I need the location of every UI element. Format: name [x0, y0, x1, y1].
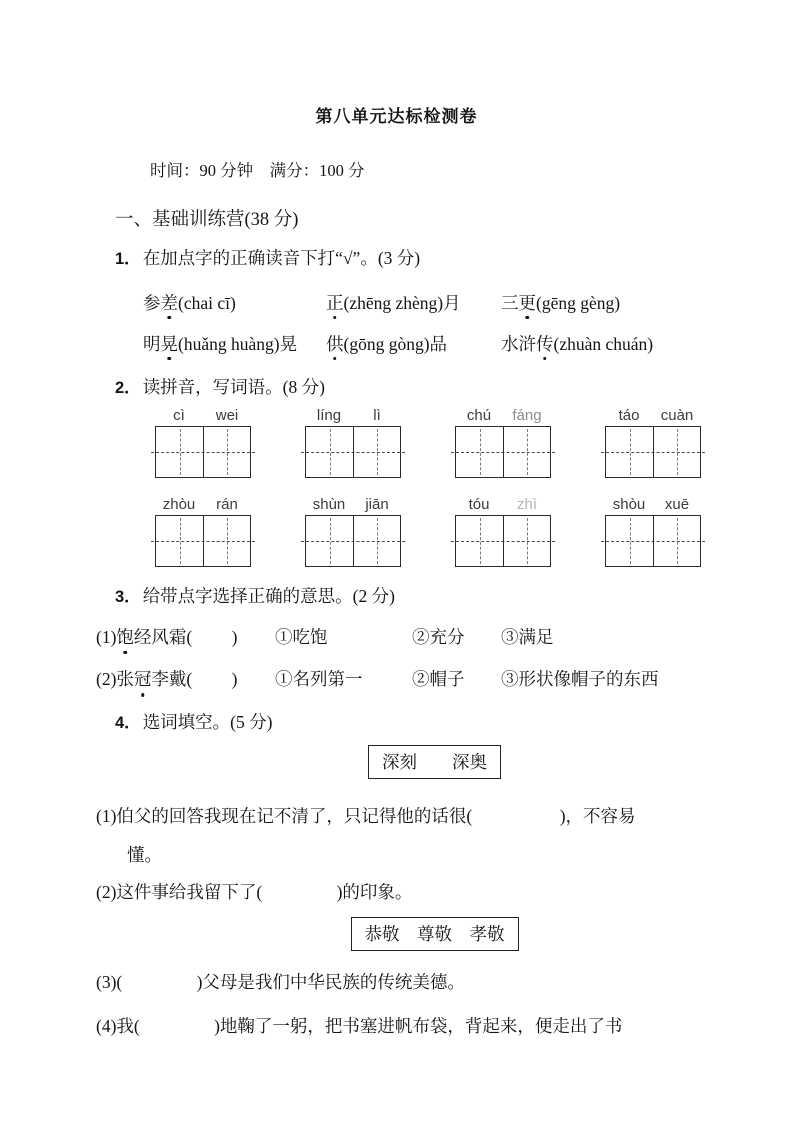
writing-grid [605, 515, 701, 567]
q3-stem-rest: 李戴( ) [151, 669, 238, 690]
writing-cell [203, 516, 250, 566]
writing-grid [455, 515, 551, 567]
q4-line-4: (4)我( )地鞠了一躬，把书塞进帆布袋，背起来，便走出了书 [96, 1016, 623, 1037]
q3-number: 3． [115, 588, 141, 606]
writing-cell [653, 516, 700, 566]
pinyin-syllable: táo [618, 407, 640, 424]
writing-cell [503, 516, 550, 566]
writing-grid [155, 426, 251, 478]
writing-grid [155, 515, 251, 567]
q3-stem-rest: 经风霜( ) [133, 627, 238, 647]
q1-item-post: (huǎng huàng)晃 [178, 334, 298, 354]
pinyin-label [455, 496, 551, 513]
word-bank-wrap [96, 917, 733, 951]
pinyin-syllable: rán [216, 496, 238, 513]
writing-cell [456, 516, 503, 566]
dotted-char: 差 [161, 290, 179, 315]
q2-title: 读拼音，写词语。(8 分) [142, 377, 325, 397]
q1-item-pre: 明 [143, 334, 161, 354]
pinyin-label-row-1 [155, 407, 733, 424]
writing-cell [653, 427, 700, 477]
q1-item-post: (zhēng zhèng)月 [343, 293, 461, 313]
writing-cell [306, 427, 353, 477]
pinyin-syllable: zhì [516, 496, 537, 513]
writing-cell [353, 427, 400, 477]
q4-line-1b: 懂。 [127, 845, 162, 866]
pinyin-label-row-2 [155, 496, 733, 513]
pinyin-syllable: shòu [612, 496, 646, 513]
q1-row-1 [143, 290, 733, 315]
pinyin-syllable: zhòu [162, 496, 196, 513]
writing-grid-row-2 [155, 515, 733, 567]
q1-item-pre: 三 [501, 293, 519, 313]
pinyin-syllable: xuē [664, 496, 690, 513]
q4-line-3: (3)( )父母是我们中华民族的传统美德。 [96, 971, 465, 992]
page-title: 第八单元达标检测卷 [315, 107, 478, 126]
writing-grid [305, 515, 401, 567]
q1-heading [115, 245, 733, 270]
q1-item [326, 290, 501, 315]
writing-grid [305, 426, 401, 478]
q1-item [326, 331, 501, 356]
writing-grid-row-1 [155, 426, 733, 478]
section1-heading: 一、基础训练营(38 分) [115, 210, 299, 230]
dotted-char: 正 [326, 290, 344, 315]
writing-cell [456, 427, 503, 477]
q1-row-2 [143, 331, 733, 356]
q4-number: 4． [115, 713, 141, 732]
q3-stem-pre: 张 [116, 669, 134, 690]
writing-grid [455, 426, 551, 478]
pinyin-syllable: shùn [312, 496, 346, 513]
q1-item-post: (gēng gèng) [536, 293, 621, 313]
q1-item-pre: 参 [143, 293, 161, 313]
exam-meta-line: 时间：90 分钟 满分：100 分 [150, 161, 365, 180]
q1-item [143, 331, 326, 356]
q1-item-post: (gōng gòng)品 [343, 334, 448, 354]
q1-item [501, 290, 733, 315]
word-bank-box-1: 深刻 深奥 [368, 745, 501, 779]
pinyin-syllable: jiān [365, 496, 389, 513]
dotted-char: 饱 [116, 625, 134, 650]
writing-cell [606, 427, 653, 477]
q4-title: 选词填空。(5 分) [142, 711, 273, 732]
dotted-char: 晃 [161, 331, 179, 356]
q3-stem [96, 667, 275, 692]
writing-cell [353, 516, 400, 566]
pinyin-label [305, 496, 401, 513]
q1-item [501, 331, 733, 356]
q3-option: ①名列第一 [275, 669, 363, 690]
pinyin-label [455, 407, 551, 424]
q1-item-pre: 水浒 [501, 334, 536, 354]
pinyin-label [605, 496, 701, 513]
q3-title: 给带点字选择正确的意思。(2 分) [142, 586, 395, 606]
q3-option: ③满足 [501, 627, 554, 647]
q3-item-2 [96, 667, 733, 692]
writing-cell [156, 427, 203, 477]
writing-cell [203, 427, 250, 477]
q3-item-label: (1) [96, 627, 117, 647]
pinyin-syllable: wei [215, 407, 239, 424]
word-bank-wrap [96, 745, 733, 779]
q3-item-label: (2) [96, 669, 117, 690]
pinyin-label [155, 496, 251, 513]
q3-item-1 [96, 625, 733, 650]
word-bank-box-2: 恭敬 尊敬 孝敬 [351, 917, 519, 951]
q1-item-post: (zhuàn chuán) [553, 334, 654, 354]
pinyin-syllable: líng [316, 407, 342, 424]
pinyin-syllable: fáng [512, 407, 542, 424]
writing-cell [156, 516, 203, 566]
writing-cell [503, 427, 550, 477]
q3-option: ①吃饱 [275, 627, 328, 647]
pinyin-syllable: cì [173, 407, 185, 424]
writing-cell [606, 516, 653, 566]
q3-heading [115, 583, 733, 608]
q2-number: 2． [115, 379, 141, 397]
dotted-char: 供 [326, 331, 344, 356]
q3-option: ②帽子 [412, 669, 465, 690]
q4-line-1a: (1)伯父的回答我现在记不清了，只记得他的话很( )，不容易 [96, 805, 636, 826]
q1-item [143, 290, 326, 315]
q4-line-2: (2)这件事给我留下了( )的印象。 [96, 882, 413, 902]
pinyin-syllable: lì [373, 407, 381, 424]
q2-heading [115, 374, 733, 399]
q3-option: ②充分 [412, 627, 465, 647]
pinyin-label [305, 407, 401, 424]
pinyin-label [605, 407, 701, 424]
pinyin-syllable: tóu [468, 496, 490, 513]
dotted-char: 更 [519, 290, 537, 315]
pinyin-label [155, 407, 251, 424]
writing-grid [605, 426, 701, 478]
pinyin-syllable: chú [466, 407, 492, 424]
q1-title: 在加点字的正确读音下打“√”。(3 分) [142, 248, 421, 268]
q3-stem [96, 625, 275, 650]
writing-cell [306, 516, 353, 566]
q4-heading [115, 709, 733, 734]
dotted-char: 传 [536, 331, 554, 356]
q1-item-post: (chai cī) [178, 293, 236, 313]
pinyin-syllable: cuàn [660, 407, 694, 424]
q1-number: 1． [115, 250, 141, 268]
dotted-char: 冠 [134, 667, 152, 692]
q3-option: ③形状像帽子的东西 [501, 669, 659, 690]
